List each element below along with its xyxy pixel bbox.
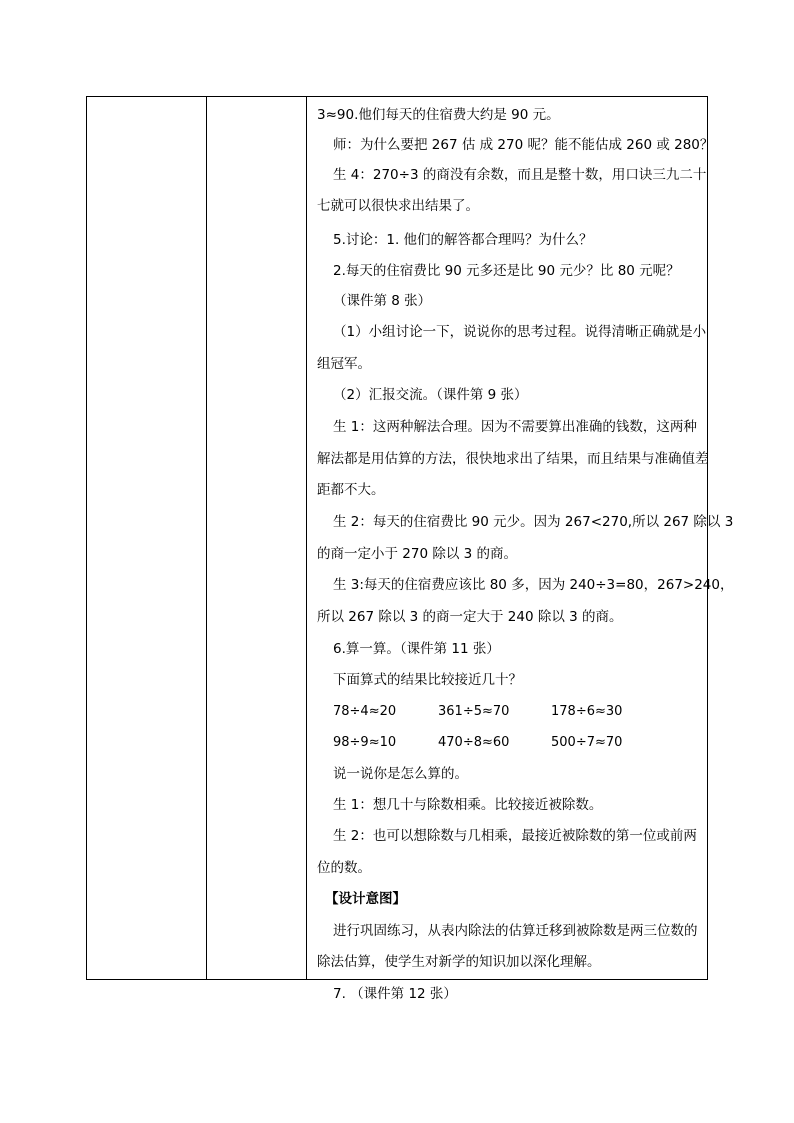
text-line: 生 4：270÷3 的商没有余数，而且是整十数，用口诀三九二十 [333, 167, 707, 183]
calc-item: 470÷8≈60 [438, 735, 510, 750]
text-line: 2.每天的住宿费比 90 元多还是比 90 元少？比 80 元呢？ [333, 263, 680, 279]
calc-item: 98÷9≈10 [333, 735, 397, 750]
text-line: （1）小组讨论一下，说说你的思考过程。说得清晰正确就是小 [333, 324, 707, 340]
text-line: 5.讨论：1. 他们的解答都合理吗？为什么？ [333, 232, 593, 248]
lesson-table [86, 96, 734, 1002]
calc-item: 178÷6≈30 [551, 704, 623, 719]
table-column-1 [87, 97, 207, 979]
text-line: 7. （课件第 12 张） [333, 986, 457, 1002]
table-content-cell [307, 97, 734, 1002]
table-column-2 [207, 97, 307, 979]
text-line: 生 3:每天的住宿费应该比 80 多，因为 240÷3=80，267>240， [333, 577, 734, 593]
text-line: 6.算一算。（课件第 11 张） [333, 641, 500, 657]
text-line: 3≈90.他们每天的住宿费大约是 90 元。 [317, 107, 560, 123]
text-line: 的商一定小于 270 除以 3 的商。 [317, 546, 518, 562]
text-line: 生 1：这两种解法合理。因为不需要算出准确的钱数，这两种 [333, 419, 697, 435]
text-line: 生 1：想几十与除数相乘。比较接近被除数。 [333, 797, 603, 813]
text-line: 所以 267 除以 3 的商一定大于 240 除以 3 的商。 [317, 609, 623, 625]
text-line: 距都不大。 [317, 482, 385, 498]
text-line: 除法估算，使学生对新学的知识加以深化理解。 [317, 954, 601, 970]
text-line: 下面算式的结果比较接近几十？ [333, 672, 522, 688]
text-line: 组冠军。 [317, 356, 371, 372]
text-line: （2）汇报交流。（课件第 9 张） [333, 387, 528, 403]
text-line: 位的数。 [317, 860, 371, 876]
text-line: 生 2：每天的住宿费比 90 元少。因为 267<270,所以 267 除以 3 [333, 514, 734, 530]
text-line: 七就可以很快求出结果了。 [317, 198, 479, 214]
section-heading: 【设计意图】 [325, 891, 406, 907]
text-line: 师：为什么要把 267 估 成 270 呢？能不能估成 260 或 280？ [333, 137, 714, 153]
text-line: 说一说你是怎么算的。 [333, 766, 468, 782]
text-line: （课件第 8 张） [333, 293, 432, 309]
text-line: 进行巩固练习，从表内除法的估算迁移到被除数是两三位数的 [333, 923, 698, 939]
calc-item: 500÷7≈70 [551, 735, 623, 750]
calc-item: 78÷4≈20 [333, 704, 397, 719]
calc-item: 361÷5≈70 [438, 704, 510, 719]
text-line: 解法都是用估算的方法，很快地求出了结果，而且结果与准确值差 [317, 451, 709, 467]
text-line: 生 2：也可以想除数与几相乘，最接近被除数的第一位或前两 [333, 828, 697, 844]
